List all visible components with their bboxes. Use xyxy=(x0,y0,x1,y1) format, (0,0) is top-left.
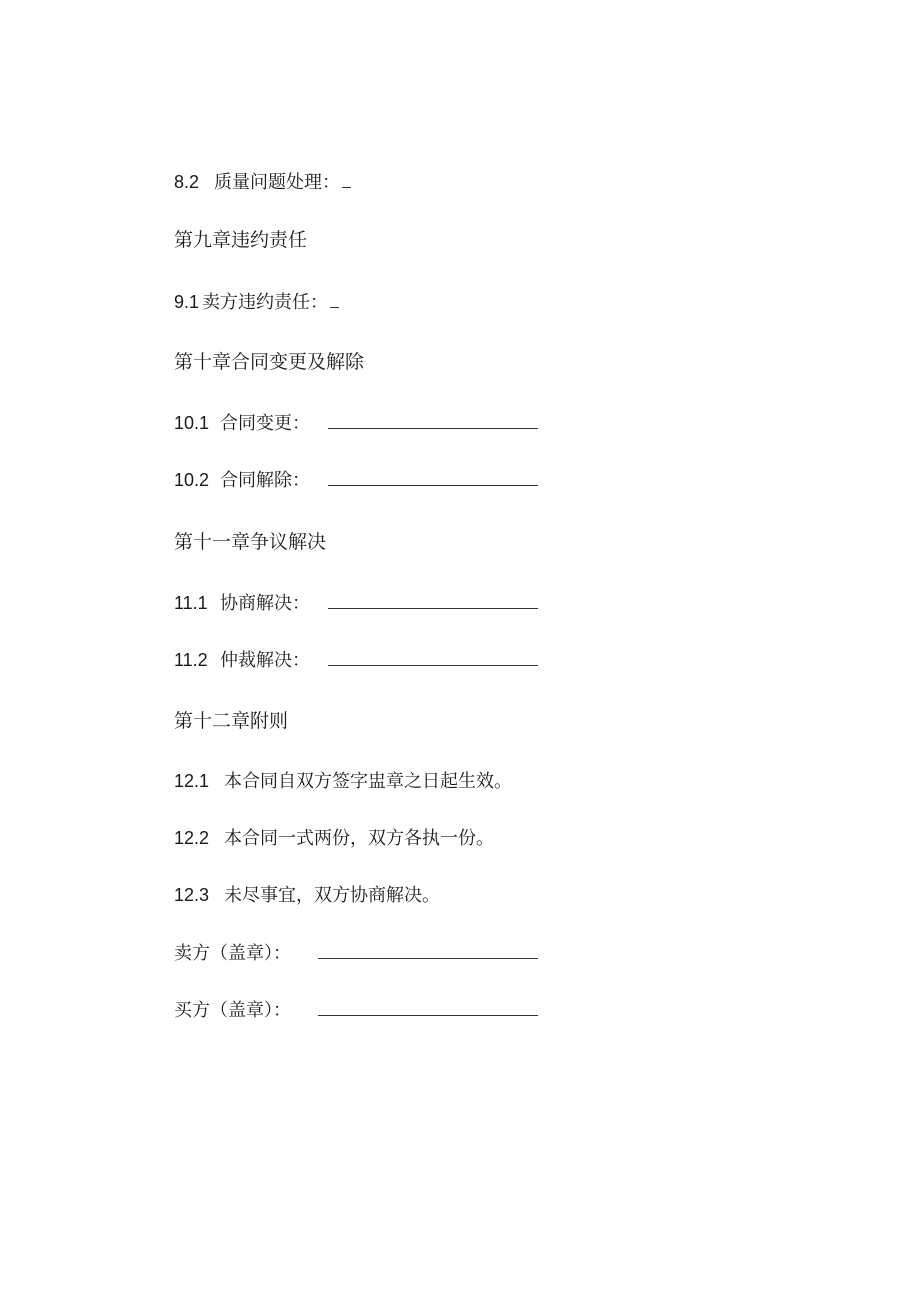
clause-number: 12.1 xyxy=(174,771,210,791)
blank-line xyxy=(328,467,538,486)
clause-8-2 xyxy=(174,169,351,195)
clause-12-1 xyxy=(174,769,512,794)
blank-line xyxy=(328,647,538,666)
chapter-10-heading: 第十章合同变更及解除 xyxy=(174,351,365,373)
chapter-11-heading: 第十一章争议解决 xyxy=(174,531,327,553)
clause-label: 本合同一式两份，双方各执一份。 xyxy=(224,828,494,849)
blank-line xyxy=(328,590,538,609)
clause-label: 合同解除： xyxy=(220,470,310,491)
clause-number: 11.2 xyxy=(174,650,208,670)
chapter-12-heading: 第十二章附则 xyxy=(174,710,289,732)
seller-signature xyxy=(174,940,538,966)
blank-line xyxy=(330,289,339,308)
seller-signature-label: 卖方（盖章）： xyxy=(174,943,291,964)
clause-label: 未尽事宜，双方协商解决。 xyxy=(224,885,440,906)
buyer-signature-label: 买方（盖章）： xyxy=(174,1000,291,1021)
clause-label: 合同变更： xyxy=(220,413,310,434)
clause-12-3 xyxy=(174,883,440,908)
clause-label: 协商解决： xyxy=(220,593,310,614)
clause-11-2 xyxy=(174,647,538,673)
clause-label: 质量问题处理： xyxy=(214,172,340,193)
buyer-signature-line xyxy=(318,997,538,1016)
clause-number: 12.3 xyxy=(174,885,210,905)
clause-label: 本合同自双方签字盅章之日起生效。 xyxy=(224,771,512,792)
clause-label: 卖方违约责任： xyxy=(202,292,328,313)
clause-9-1 xyxy=(174,289,339,315)
clause-number: 10.1 xyxy=(174,413,210,433)
buyer-signature xyxy=(174,997,538,1023)
blank-line xyxy=(342,169,351,188)
clause-number: 10.2 xyxy=(174,470,210,490)
clause-12-2 xyxy=(174,826,494,851)
chapter-9-heading: 第九章违约责任 xyxy=(174,229,308,251)
clause-number: 8.2 xyxy=(174,172,200,192)
clause-number: 9.1 xyxy=(174,292,200,312)
clause-number: 11.1 xyxy=(174,593,208,613)
clause-10-1 xyxy=(174,410,538,436)
clause-11-1 xyxy=(174,590,538,616)
blank-line xyxy=(328,410,538,429)
clause-10-2 xyxy=(174,467,538,493)
seller-signature-line xyxy=(318,940,538,959)
clause-label: 仲裁解决： xyxy=(220,650,310,671)
clause-number: 12.2 xyxy=(174,828,210,848)
